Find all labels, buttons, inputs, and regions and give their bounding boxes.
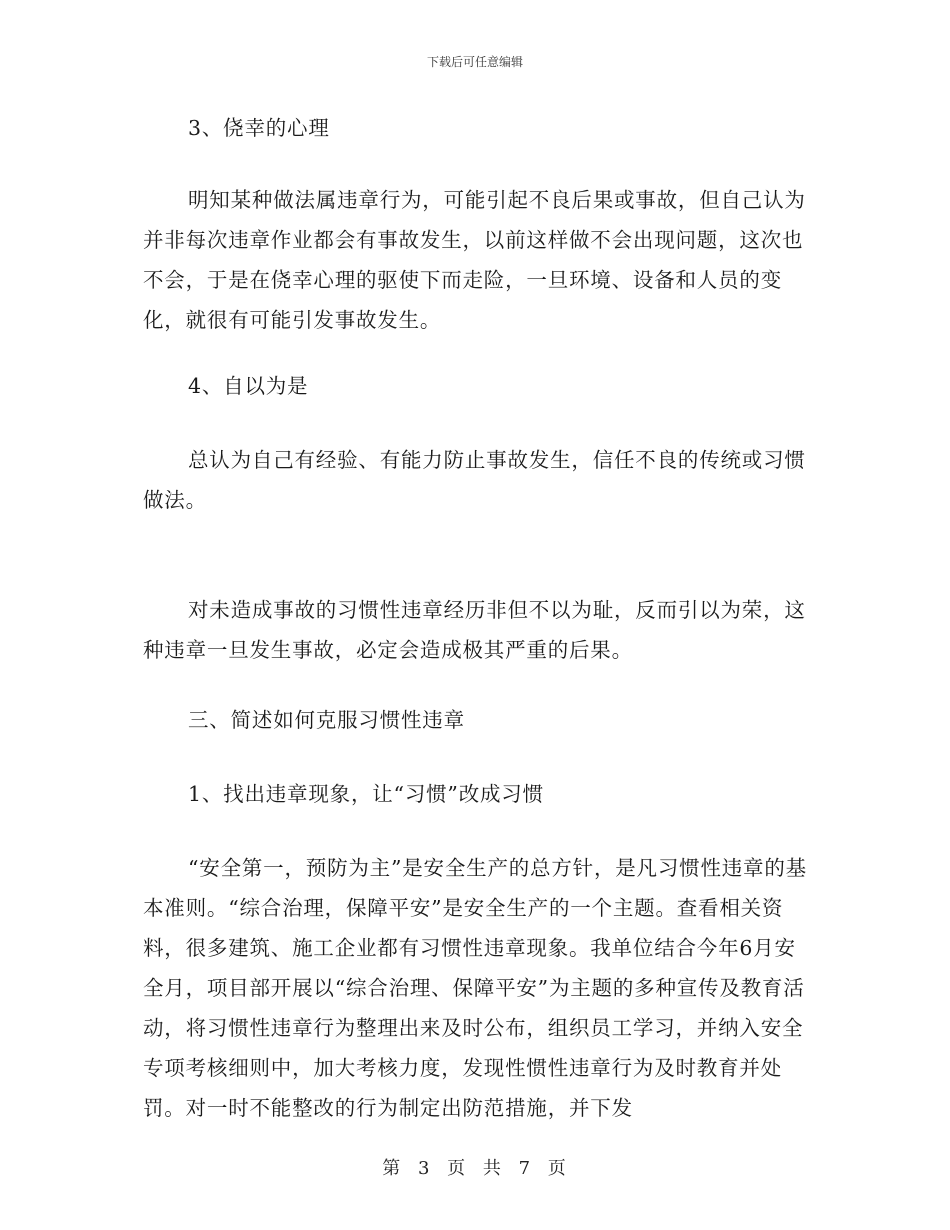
footer-suffix: 页: [547, 1158, 568, 1179]
footer-total-label: 共: [482, 1158, 503, 1179]
page-number: 3: [417, 1158, 432, 1179]
section-heading-3: 三、简述如何克服习惯性违章: [188, 708, 465, 732]
page-footer: [0, 1154, 950, 1180]
heading-4: 4、自以为是: [188, 374, 309, 398]
paragraph-4: “安全第一，预防为主”是安全生产的总方针，是凡习惯性违章的基本准则。“综合治理，保障平安”是安全生产的一个主题。查看相关资料，很多建筑、施工企业都有习惯性违章现象。我单位结合今年6月安全月，项目部开展以“综合治理、保障平安”为主题的多种宣传及教育活动，将习惯性违章行为整理出来及时公布，组织员工学习，并纳入安全专项考核细则中，加大考核力度，发现性惯性违章行为及时教育并处罚。对一时不能整改的行为制定出防范措施，并下发: [143, 856, 807, 1120]
heading-1: 1、找出违章现象，让“习惯”改成习惯: [188, 782, 544, 806]
page-header: 下载后可任意编辑: [426, 55, 523, 69]
footer-mid: 页: [447, 1158, 468, 1179]
paragraph-1: 明知某种做法属违章行为，可能引起不良后果或事故，但自己认为并非每次违章作业都会有事故发生，以前这样做不会出现问题，这次也不会，于是在侥幸心理的驱使下而走险，一旦环境、设备和人员的变化，就很有可能引发事故发生。: [143, 188, 806, 332]
page-total: 7: [518, 1158, 533, 1179]
paragraph-2: 总认为自己有经验、有能力防止事故发生，信任不良的传统或习惯做法。: [143, 448, 806, 512]
heading-3: 3、侥幸的心理: [188, 116, 330, 140]
paragraph-3: 对未造成事故的习惯性违章经历非但不以为耻，反而引以为荣，这种违章一旦发生事故，必定会造成极其严重的后果。: [143, 598, 806, 662]
footer-prefix: 第: [382, 1158, 403, 1179]
